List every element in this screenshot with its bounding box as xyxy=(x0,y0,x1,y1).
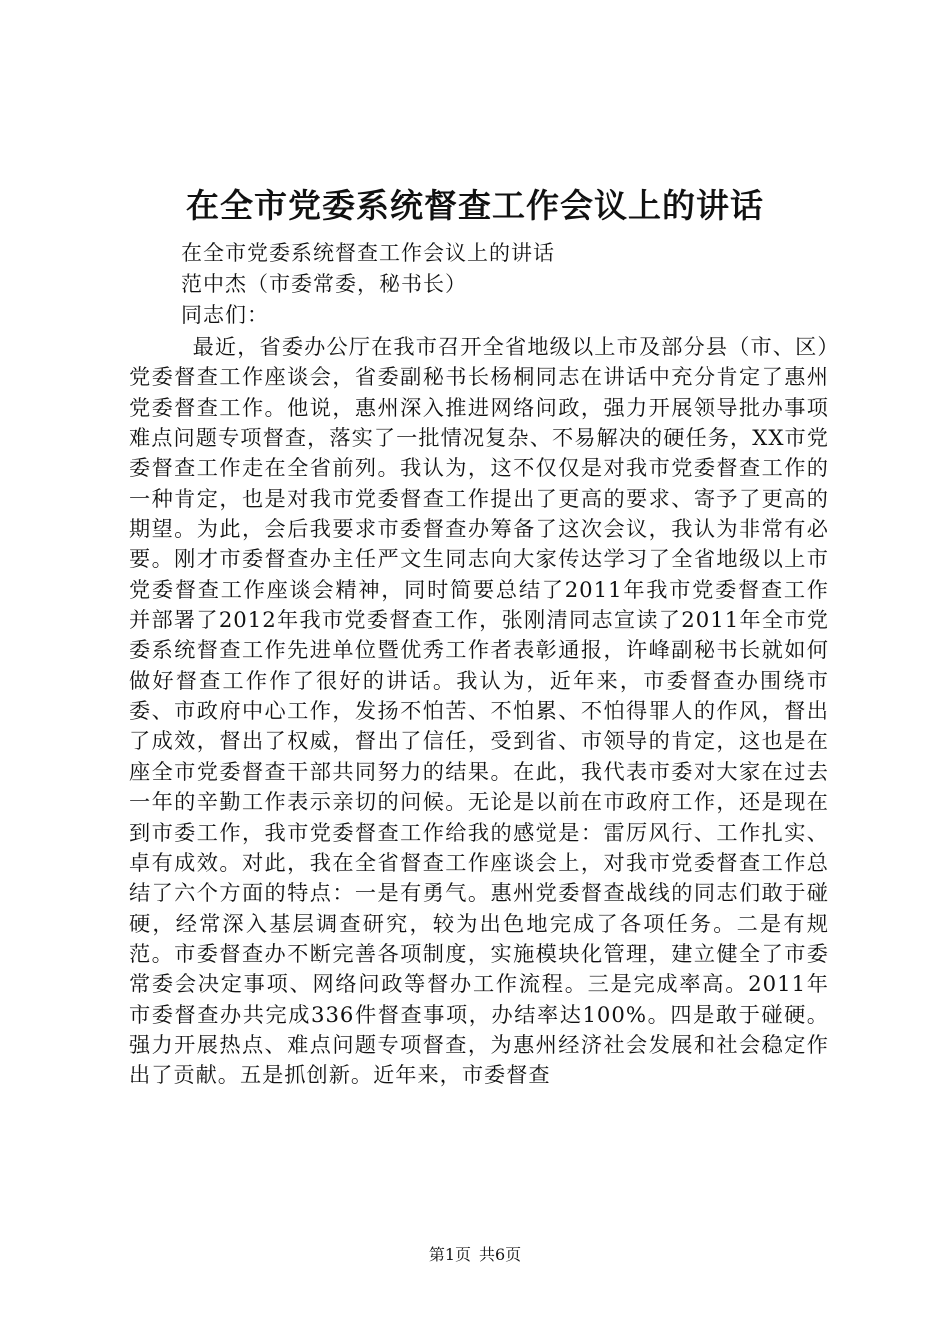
speech-subtitle: 在全市党委系统督查工作会议上的讲话 xyxy=(181,241,555,265)
document-title: 在全市党委系统督查工作会议上的讲话 xyxy=(186,186,764,225)
page-total: 共6页 xyxy=(479,1245,522,1264)
body-paragraph: 最近，省委办公厅在我市召开全省地级以上市及部分县（市、区）党委督查工作座谈会，省委副秘书长杨桐同志在讲话中充分肯定了惠州党委督查工作。他说，惠州深入推进网络问政，强力开展领导批办事项难点问题专项督查，落实了一批情况复杂、不易解决的硬任务，XX市党委督查工作走在全省前列。我认为，这不仅仅是对我市党委督查工作的一种肯定，也是对我市党委督查工作提出了更高的要求、寄予了更高的期望。为此，会后我要求市委督查办筹备了这次会议，我认为非常有必要。刚才市委督查办主任严文生同志向大家传达学习了全省地级以上市党委督查工作座谈会精神，同时简要总结了2011年我市党委督查工作并部署了2012年我市党委督查工作，张刚清同志宣读了2011年全市党委系统督查工作先进单位暨优秀工作者表彰通报，许峰副秘书长就如何做好督查工作作了很好的讲话。我认为，近年来，市委督查办围绕市委、市政府中心工作，发扬不怕苦、不怕累、不怕得罪人的作风，督出了成效，督出了权威，督出了信任，受到省、市领导的肯定，这也是在座全市党委督查干部共同努力的结果。在此，我代表市委对大家在过去一年的辛勤工作表示亲切的问候。无论是以前在市政府工作，还是现在到市委工作，我市党委督查工作给我的感觉是：雷厉风行、工作扎实、卓有成效。对此，我在全省督查工作座谈会上，对我市党委督查工作总结了六个方面的特点：一是有勇气。惠州党委督查战线的同志们敢于碰硬，经常深入基层调查研究，较为出色地完成了各项任务。二是有规范。市委督查办不断完善各项制度，实施模块化管理，建立健全了市委常委会决定事项、网络问政等督办工作流程。三是完成率高。2011年市委督查办共完成336件督查事项，办结率达100%。四是敢于碰硬。强力开展热点、难点问题专项督查，为惠州经济社会发展和社会稳定作出了贡献。五是抓创新。近年来，市委督查 xyxy=(129,334,829,1088)
greeting-line: 同志们： xyxy=(181,303,269,327)
page-number: 第1页 xyxy=(428,1245,471,1264)
page-footer xyxy=(0,1243,950,1267)
speaker-line: 范中杰（市委常委，秘书长） xyxy=(181,272,467,296)
